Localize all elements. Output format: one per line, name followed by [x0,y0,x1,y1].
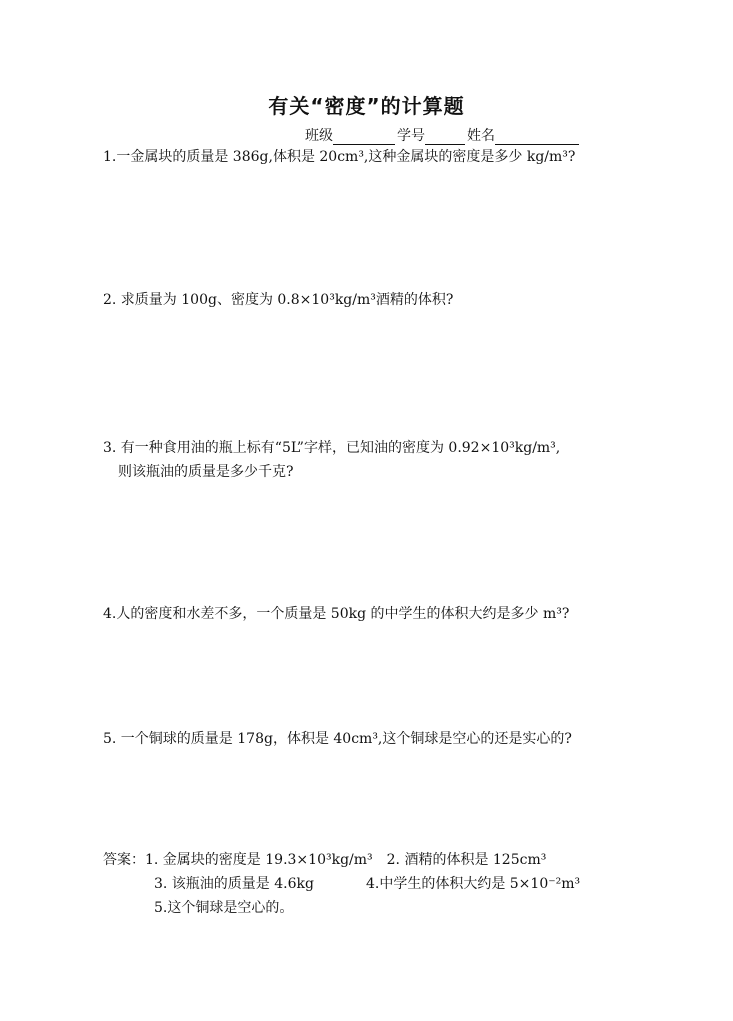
question-3-line-2: 则该瓶油的质量是多少千克? [118,464,294,480]
answer-3: 3. 该瓶油的质量是 4.6kg [154,876,314,892]
answer-5: 5.这个铜球是空心的。 [154,900,294,916]
class-label: 班级 [305,128,333,144]
name-label: 姓名 [467,128,495,144]
question-3-line-1: 3. 有一种食用油的瓶上标有“5L”字样，已知油的密度为 0.92×10³kg/m³, [103,440,561,456]
answer-1: 1. 金属块的密度是 19.3×10³kg/m³ [145,852,373,868]
question-1: 1.一金属块的质量是 386g,体积是 20cm³,这种金属块的密度是多少 kg/m³? [103,149,576,165]
answer-row-2 [103,872,580,896]
answer-label: 答案： [103,852,145,868]
name-blank [495,130,579,145]
answer-row-1 [103,848,580,872]
question-5: 5. 一个铜球的质量是 178g，体积是 40cm³,这个铜球是空心的还是实心的? [103,731,572,747]
student-info-line [305,125,581,145]
answer-row-3 [103,896,580,920]
number-label: 学号 [397,128,425,144]
question-2: 2. 求质量为 100g、密度为 0.8×10³kg/m³酒精的体积? [103,292,454,308]
answer-4: 4.中学生的体积大约是 5×10⁻²m³ [365,876,581,892]
question-3 [103,436,560,484]
answer-2: 2. 酒精的体积是 125cm³ [386,852,547,868]
answer-section [103,848,580,920]
page-title: 有关“密度”的计算题 [268,94,465,118]
class-blank [333,130,395,145]
number-blank [425,130,465,145]
question-4: 4.人的密度和水差不多，一个质量是 50kg 的中学生的体积大约是多少 m³? [103,606,570,622]
